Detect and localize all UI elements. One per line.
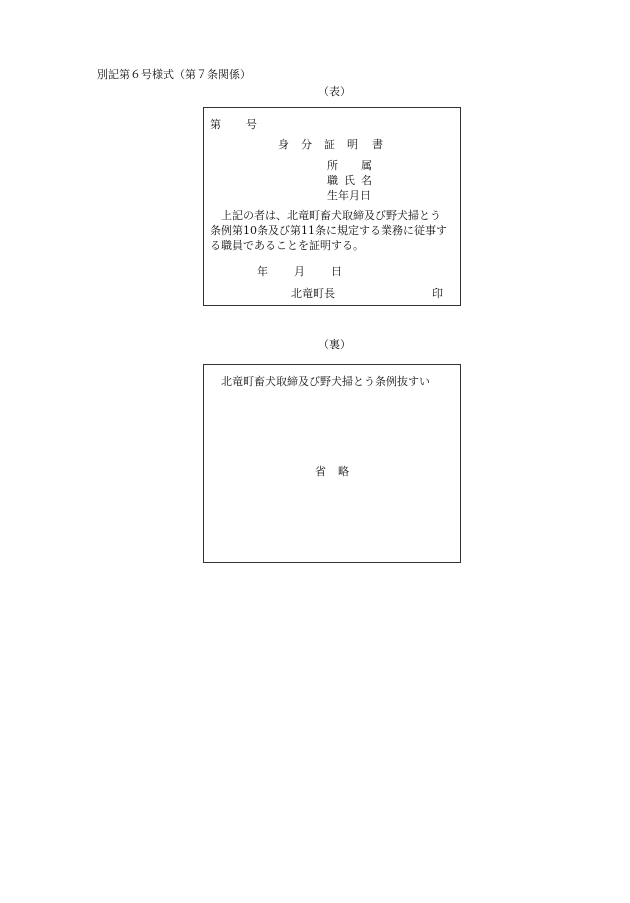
statement-line: 条例第10条及び第11条に規定する業務に従事す (210, 224, 447, 237)
form-title: 別記第６号様式（第７条関係） (97, 68, 251, 81)
id-card-front: 第 号 身 分 証 明 書 所 属 職 氏 名 生年月日 上記の者は、北竜町畜犬取締及び野犬掃とう 条例第10条及び第11条に規定する業務に従事す る職員であることを証明する。 年 月 日 北竜町長 印 (203, 107, 461, 306)
date-day: 日 (331, 265, 342, 278)
date-month: 月 (294, 265, 305, 278)
id-card-back: 北竜町畜犬取締及び野犬掃とう条例抜すい 省 略 (203, 364, 461, 563)
field-birthdate: 生年月日 (327, 189, 371, 202)
statement-line: る職員であることを証明する。 (210, 239, 364, 252)
number-go: 号 (246, 118, 257, 131)
certification-statement (210, 208, 456, 253)
seal-mark: 印 (432, 287, 443, 300)
number-dai: 第 (210, 118, 221, 131)
title-char: 書 (372, 138, 383, 151)
title-char: 明 (347, 138, 358, 151)
title-char: 分 (301, 138, 312, 151)
title-char: 身 (278, 138, 289, 151)
back-side-label: （裏） (318, 338, 351, 351)
title-char: 証 (324, 138, 335, 151)
ordinance-excerpt-heading: 北竜町畜犬取締及び野犬掃とう条例抜すい (221, 375, 430, 388)
date-year: 年 (257, 265, 268, 278)
front-side-label: （表） (318, 85, 351, 98)
issuer-name: 北竜町長 (291, 287, 335, 300)
statement-line: 上記の者は、北竜町畜犬取締及び野犬掃とう (210, 209, 441, 222)
